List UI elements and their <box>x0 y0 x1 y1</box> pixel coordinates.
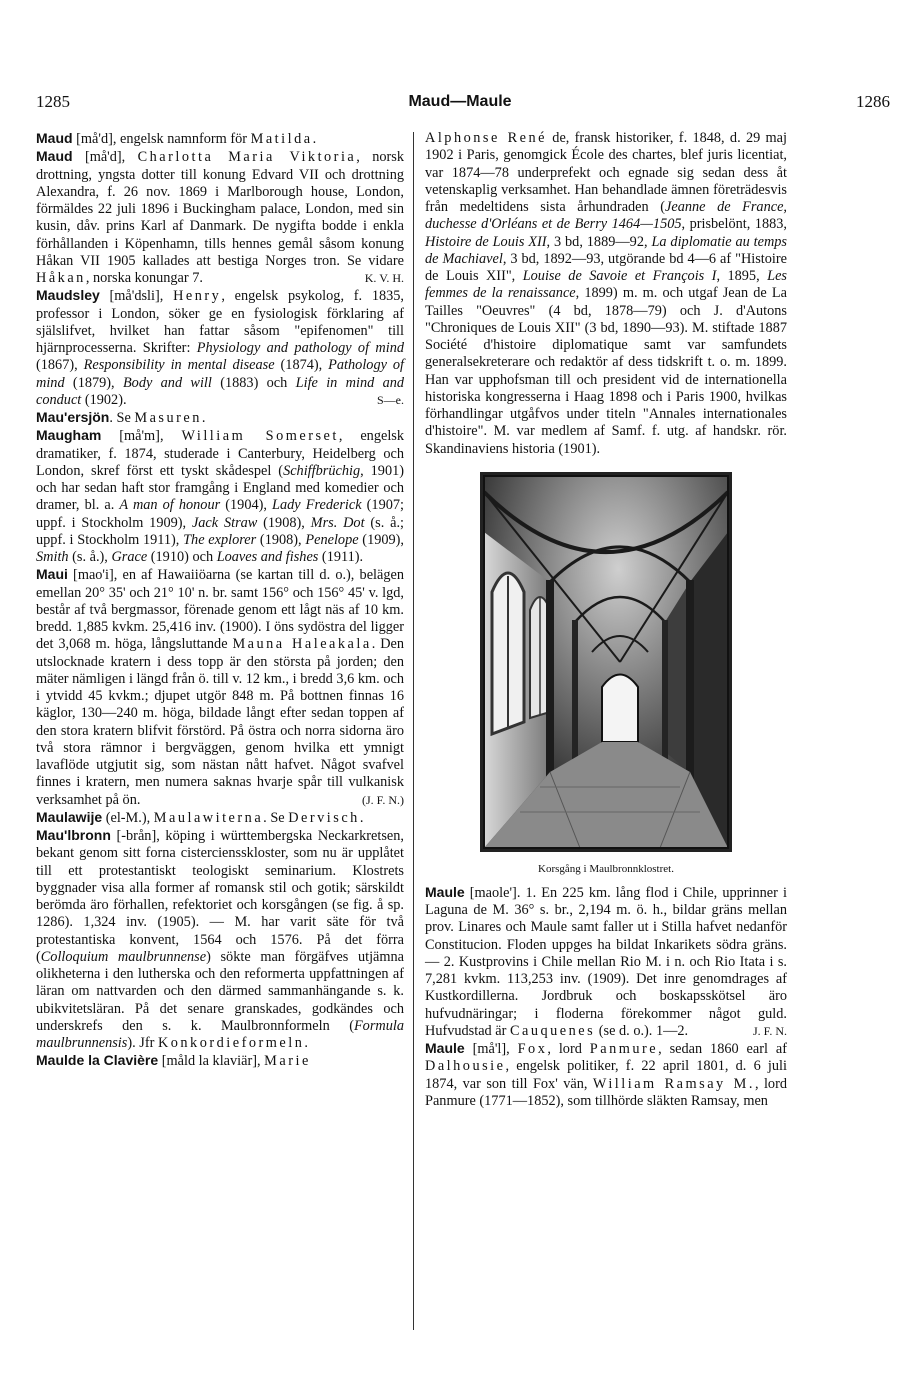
article-maudsley: Maudsley [må'dsli], Henry, engelsk psykolog, f. 1835, professor i London, söker ge en fysiologisk förklaring af själslifvet, hvilket han fattar såsom "epifenomen" till hjärnprocesserna. Skrifter: Physiology and pathology of mind (1867), Responsibility in mental disease (1874), Pathology of mind (1879), Body and will (1883) och Life in mind and conduct (1902). S—e. <box>36 287 405 408</box>
headword: Maud <box>36 148 73 165</box>
article-maud-name: Maud [må'd], engelsk namnform för Matilda. <box>36 130 317 147</box>
author-signature: (J. F. N.) <box>361 792 404 807</box>
headword: Maulawije <box>36 808 103 825</box>
article-maui: Maui [mao'i], en af Hawaiiöarna (se kartan till d. o.), belägen emellan 20° 35' och 21° 10' n. br. samt 156° och 156° 45' v. lgd, består af två bergmassor, förenade genom ett lågt näs af 10 km. bredd. 1,885 kvkm. 25,416 inv. (1900). I öns sydöstra del ligger det 3,068 m. höga, långsluttande Mauna Haleakala. Den utslocknade kratern i dess topp är den största på jorden; den mäter nämligen i längd från ö. till v. 12 km., i bredd 3,6 km. och i ytvidd 45 kvkm.; djupet utgör 848 m. På bottnen finnas 16 käglor, 130—240 m. höga, bildade långt efter sedan toppen af den stora kratern blifvit förstörd. På östra och norra sidorna äro två stora rämnor i bergväggen, genom hvilka ett ymnigt lavaflöde utgjutit sig, som nästan nått hafvet. Något svafvel finnes i kratern, men numera saknas hvarje spår till vulkanisk verksamhet på ön. (J. F. N.) <box>36 566 405 808</box>
page-number-left: 1285 <box>36 92 70 111</box>
article-maule-river: Maule [maole']. 1. En 225 km. lång flod i Chile, upprinner i Laguna de M. 36° s. br., 2,194 m. ö. h., bildar gräns mellan prov. Linares och Maule samt faller ut i Stilla hafvet nedanför Constitucion. Floden uppges ha bildat Inkarikets södra gräns. — 2. Kustprovins i Chile mellan Rio M. i n. och Rio Itata i s. 7,281 kvkm. 113,253 inv. (1909). Det inre genomdrages af Kustkordillerna. Jordbruk och boskapsskötsel äro hufvudnäringar; i floderna förekommer något guld. Hufvudstad är Cauquenes (se d. o.). 1—2. J. F. N. <box>425 883 787 1039</box>
article-maulbronn: Mau'lbronn [-brån], köping i württembergska Neckarkretsen, bekant genom sitt forna cisterciensskloster, som nu är upplåtet till ett protestantiskt teologiskt seminarium. Klostrets byggnader visa alla former af romansk stil och gotik; särskildt berömda äro förhallen, refektoriet och korsgången (se fig. å sp. 1286). 1,324 inv. (1905). — M. har varit säte för två protestantiska konvent, 1564 och 1576. På det förra (Colloquium maulbrunnense) sökte man förgäfves utjämna olikheterna i den lutherska och den reformerta uppfattningen af läran om nattvarden och den därmed sammanhängande s. k. ubikvitetsläran. På det senare granskades, godkändes och underskrefs den s. k. Maulbronnformeln (Formula maulbrunnensis). Jfr Konkordieformeln. <box>36 827 404 1051</box>
article-maulawije: Maulawije (el-M.), Maulawiterna. Se Dervisch. <box>36 808 364 826</box>
headword: Maulde la Clavière <box>36 1052 159 1069</box>
left-column <box>36 130 404 1071</box>
headword: Maudsley <box>36 287 100 304</box>
author-signature: S—e. <box>377 392 404 407</box>
article-maulde-start: Maulde la Clavière [måld la klaviär], Marie <box>36 1052 311 1070</box>
headword: Maule <box>425 1040 465 1056</box>
headword: Maugham <box>36 427 102 444</box>
article-maulde-continued: Alphonse René de, fransk historiker, f. 1848, d. 29 maj 1902 i Paris, genomgick École des chartes, blef juris licentiat, var 1874—78 underprefekt och egnade sig sedan dess åt vetenskaplig verksamhet. Han behandlade ämnen företrädesvis från medeltidens sista århundraden (Jeanne de France, duchesse d'Orléans et de Berry 1464—1505, prisbelönt, 1883, Histoire de Louis XII, 3 bd, 1889—92, La diplomatie au temps de Machiavel, 3 bd, 1892—93, utgörande bd 4—6 af "Histoire de Louis XII", Louise de Savoie et François I, 1895, Les femmes de la renaissance, 1899) m. m. och utgaf Jean de La Tailles "Oeuvres" (4 bd, 1878—79) och J. d'Autons "Chroniques de Louis XII" (3 bd, 1890—93). M. stiftade 1887 Société d'histoire diplomatique samt var samfundets generalsekreterare och redaktör af dess tidskrift t. o. m. 1899. Han var upphofsman till och president vid de internationella historiska kongresserna i Haag 1898 och i Paris 1900, hvilkas förhandlingar utgåfvos under titeln "Annales internationales d'histoire". M. var medlem af Samf. f. utg. af handskr. rör. Skandinaviens historia (1901). <box>425 130 788 457</box>
headword: Mau'lbronn <box>36 827 111 843</box>
article-maud-queen: Maud [må'd], Charlotta Maria Viktoria, norsk drottning, yngsta dotter till konung Edvard VII och drottning Alexandra, f. 26 nov. 1869 i Marlborough house, London, förmäldes 22 juli 1896 i Buckingham palace, London, med sin kusin, dåv. prins Karl af Danmark. De nygifta bodde i enkla förhållanden i Köpenhamn, tills hennes gemål såsom konung Håkan VII 1905 kallades att bestiga Norges tron. Se vidare Håkan, norska konungar 7. K. V. H. <box>36 148 404 286</box>
headword: Maud <box>36 130 73 146</box>
article-mauersjon: Mau'ersjön. Se Masuren. <box>36 409 206 426</box>
author-signature: K. V. H. <box>364 271 404 285</box>
headword: Maule <box>425 883 465 900</box>
article-maule-fox: Maule [må'l], Fox, lord Panmure, sedan 1860 earl af Dalhousie, engelsk politiker, f. 22 april 1801, d. 6 juli 1874, var son till Fox' vän, William Ramsay M., lord Panmure (1771—1852), som tillhörde släkten Ramsay, men <box>425 1040 787 1109</box>
headword: Mau'ersjön <box>36 409 110 425</box>
cloister-engraving <box>480 472 732 852</box>
article-maugham: Maugham [må'm], William Somerset, engelsk dramatiker, f. 1874, studerade i Canterbury, Heidelberg och London, skref först ett tyskt skådespel (Schiffbrüchig, 1901) och har sedan haft stor framgång i England med komedier och dramer, bl. a. A man of honour (1904), Lady Frederick (1907; uppf. i Stockholm 1909), Jack Straw (1908), Mrs. Dot (s. å.; uppf. i Stockholm 1911), The explorer (1908), Penelope (1909), Smith (s. å.), Grace (1910) och Loaves and fishes (1911). <box>36 427 405 565</box>
page-number-right: 1286 <box>856 92 890 111</box>
column-divider <box>413 132 414 1330</box>
author-signature: J. F. N. <box>752 1023 787 1038</box>
cloister-figure <box>425 472 787 876</box>
figure-caption: Korsgång i Maulbronnklostret. <box>538 862 674 875</box>
running-title: Maud—Maule <box>408 93 512 110</box>
headword: Maui <box>36 566 68 583</box>
right-column <box>425 130 787 1110</box>
